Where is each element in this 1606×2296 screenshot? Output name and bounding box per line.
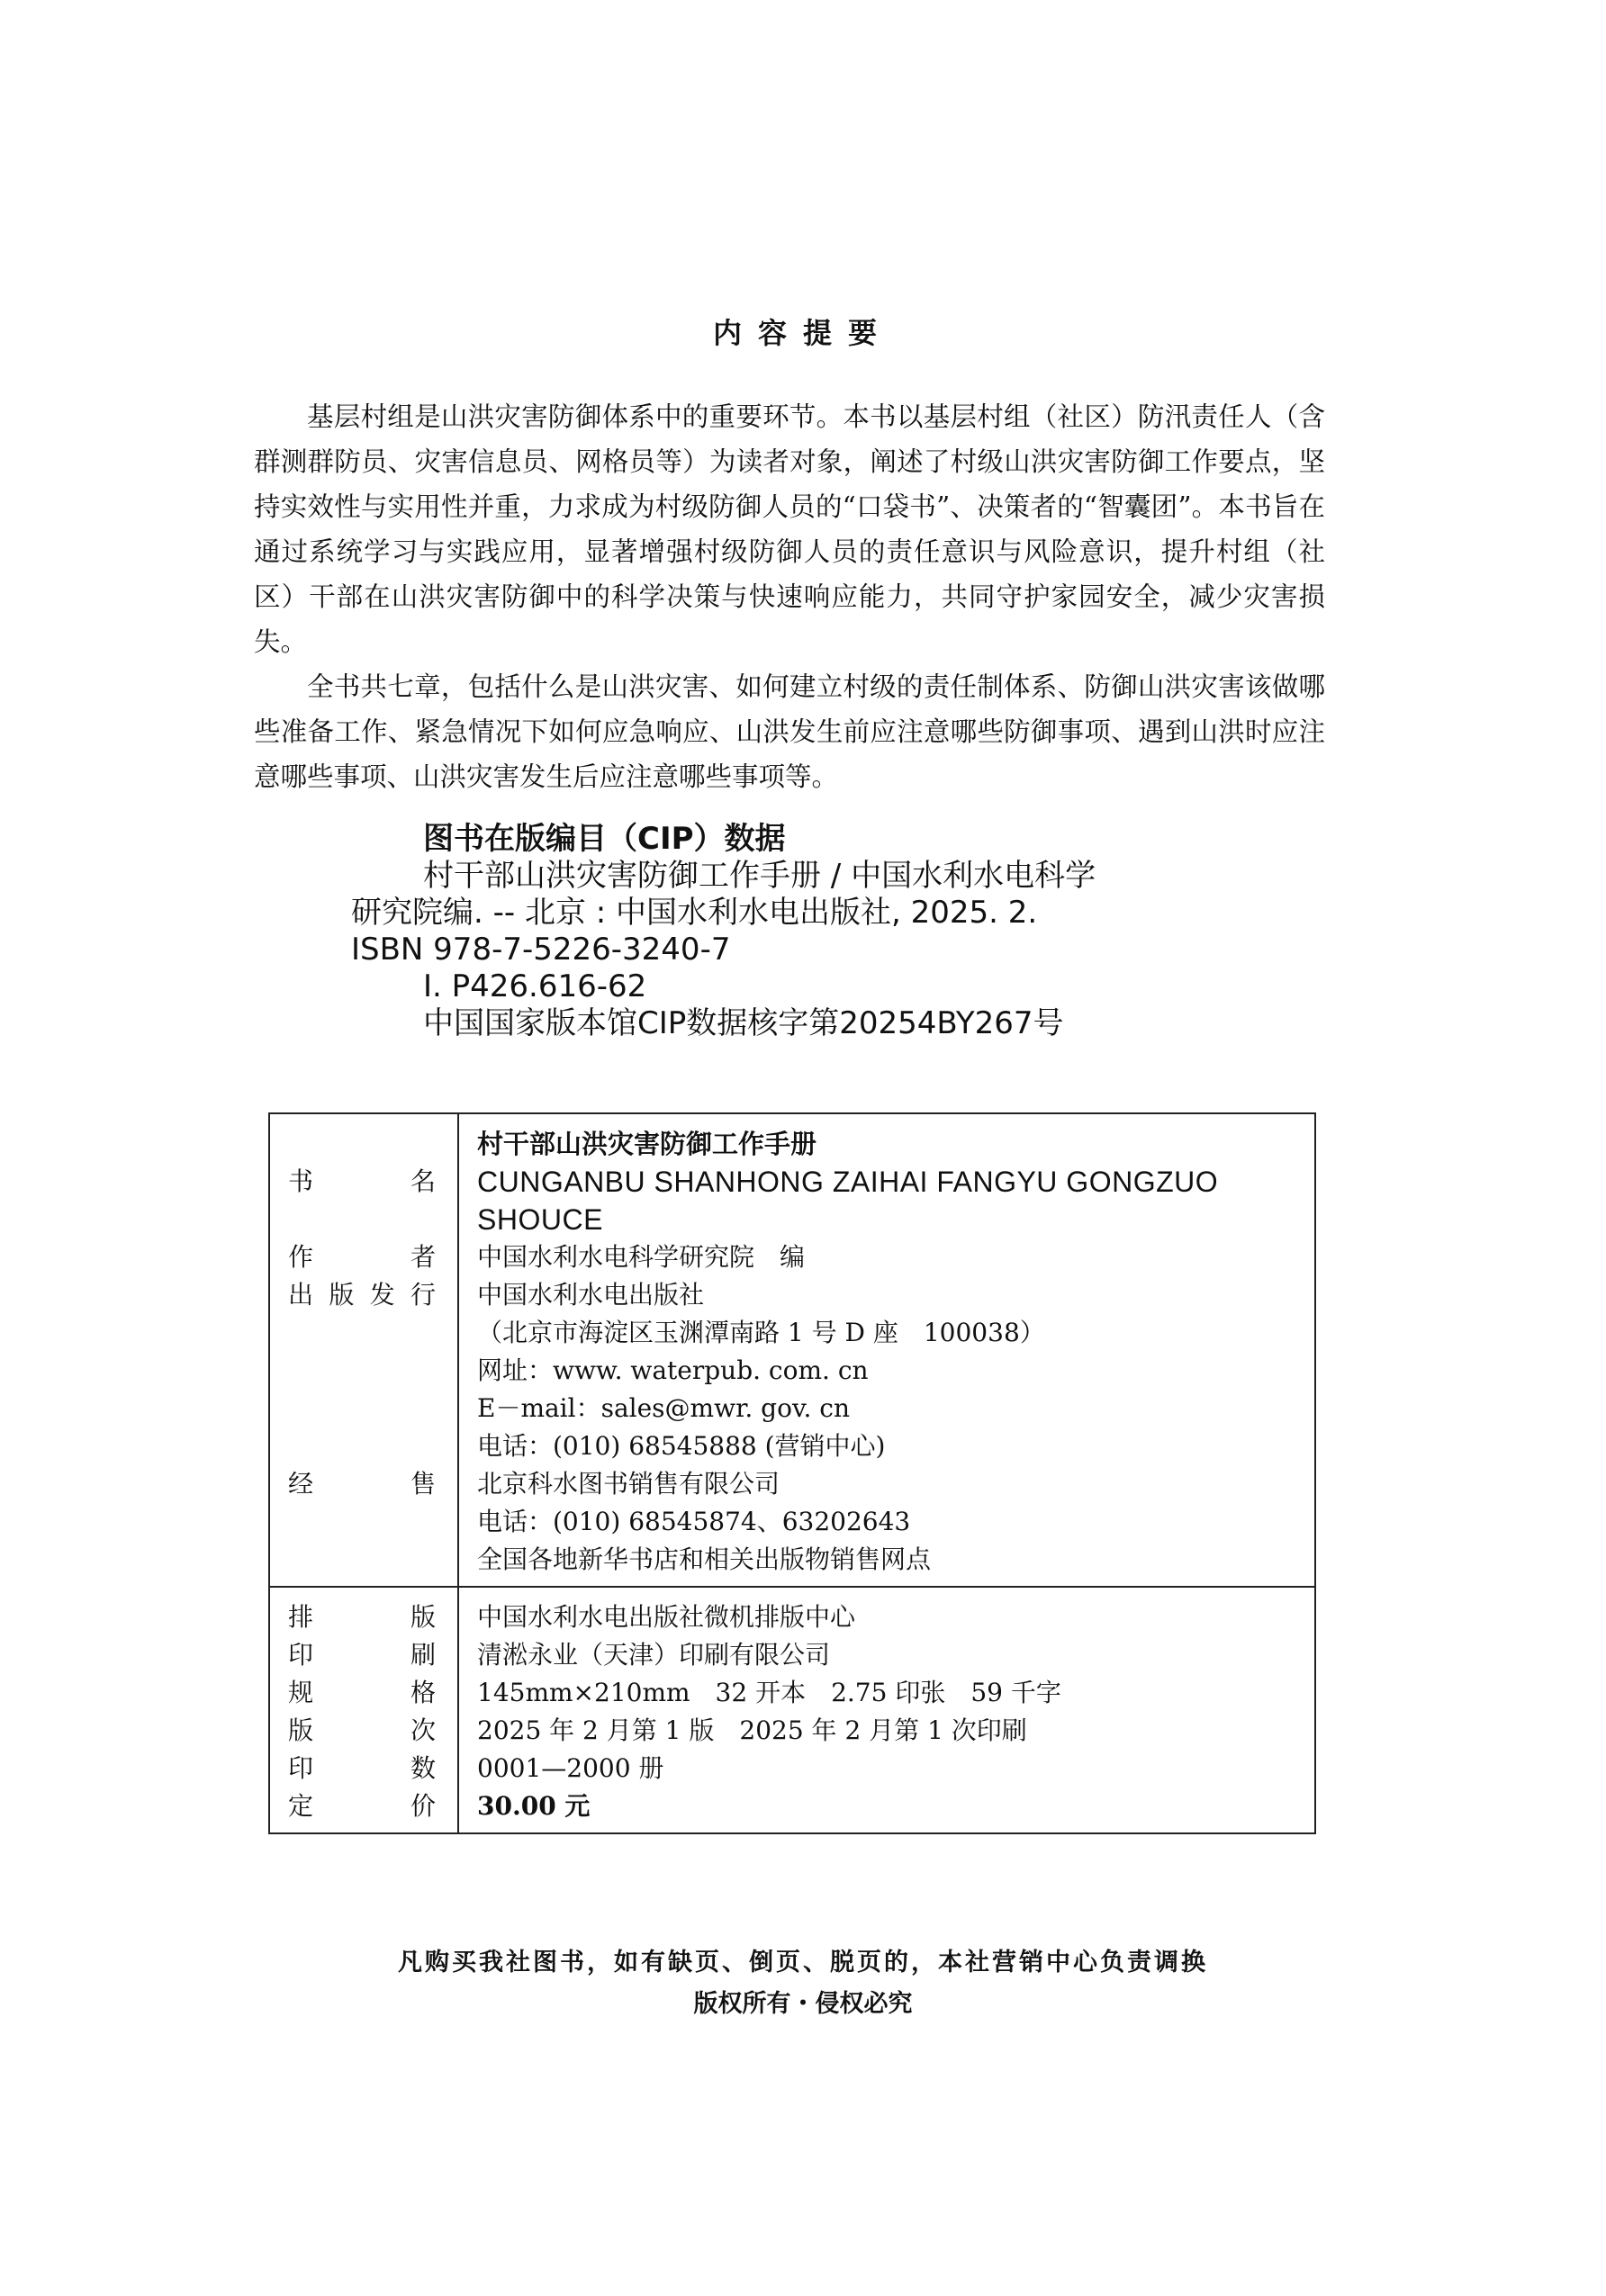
cip-line-2: 研究院编. -- 北京 : 中国水利水电出版社, 2025. 2. [351, 895, 1038, 931]
edition-value: 2025 年 2 月第 1 版 2025 年 2 月第 1 次印刷 [477, 1715, 1027, 1745]
publisher-address: （北京市海淀区玉渊潭南路 1 号 D 座 100038） [477, 1318, 1045, 1347]
publication-values [459, 1114, 1314, 1586]
label-spacer [270, 1503, 457, 1541]
publication-labels [270, 1114, 459, 1586]
label-spacer [270, 1352, 457, 1390]
publication-section [270, 1114, 1314, 1586]
production-section [270, 1586, 1314, 1832]
publisher-website: 网址：www. waterpub. com. cn [477, 1355, 869, 1385]
replacement-notice: 凡购买我社图书，如有缺页、倒页、脱页的，本社营销中心负责调换 [398, 1949, 1208, 1976]
label-edition: 版 次 [288, 1715, 436, 1745]
publisher-email: E－mail：sales@mwr. gov. cn [477, 1393, 850, 1423]
label-publisher: 出 版 发 行 [288, 1280, 436, 1310]
summary-heading: 内容提要 [712, 316, 893, 350]
production-values [459, 1588, 1314, 1832]
production-labels [270, 1588, 459, 1832]
copyright-notice: 版权所有・侵权必究 [693, 1990, 913, 2018]
spec-value: 145mm×210mm 32 开本 2.75 印张 59 千字 [477, 1678, 1061, 1707]
label-spacer [270, 1427, 457, 1465]
label-spacer [270, 1125, 457, 1163]
cip-classification: Ⅰ. P426.616-62 [423, 968, 647, 1004]
typesetting-value: 中国水利水电出版社微机排版中心 [477, 1602, 856, 1632]
label-spacer [270, 1201, 457, 1238]
label-book-title: 书 名 [288, 1166, 436, 1196]
publication-info-table [268, 1112, 1316, 1834]
seller-outlets: 全国各地新华书店和相关出版物销售网点 [477, 1544, 932, 1574]
cip-title: 图书在版编目（CIP）数据 [423, 821, 786, 857]
seller-phone: 电话：(010) 68545874、63202643 [477, 1507, 911, 1536]
book-title-pinyin-1: CUNGANBU SHANHONG ZAIHAI FANGYU GONGZUO [477, 1166, 1219, 1198]
summary-paragraph-1: 基层村组是山洪灾害防御体系中的重要环节。本书以基层村组（社区）防汛责任人（含群测群防员、灾害信息员、网格员等）为读者对象，阐述了村级山洪灾害防御工作要点，坚持实效性与实用性并重，力求成为村级防御人员的“口袋书”、决策者的“智囊团”。本书旨在通过系统学习与实践应用，显著增强村级防御人员的责任意识与风险意识，提升村组（社区）干部在山洪灾害防御中的科学决策与快速响应能力，共同守护家园安全，减少灾害损失。 [254, 401, 1325, 657]
cip-record-number: 中国国家版本馆CIP数据核字第20254BY267号 [423, 1005, 1064, 1041]
book-title: 村干部山洪灾害防御工作手册 [477, 1129, 817, 1159]
label-spacer [270, 1314, 457, 1352]
publisher-phone: 电话：(010) 68545888 (营销中心) [477, 1431, 886, 1461]
book-title-pinyin-2: SHOUCE [477, 1203, 603, 1236]
summary-text [254, 394, 1325, 799]
label-seller: 经 售 [288, 1469, 436, 1499]
seller-value: 北京科水图书销售有限公司 [477, 1469, 780, 1499]
price-value: 30.00 元 [477, 1791, 591, 1821]
label-printing: 印 刷 [288, 1640, 436, 1670]
print-run-value: 0001—2000 册 [477, 1753, 664, 1783]
footer [0, 1942, 1606, 2025]
label-author: 作 者 [288, 1242, 436, 1272]
summary-paragraph-2: 全书共七章，包括什么是山洪灾害、如何建立村级的责任制体系、防御山洪灾害该做哪些准备工作、紧急情况下如何应急响应、山洪发生前应注意哪些防御事项、遇到山洪时应注意哪些事项、山洪灾害发生后应注意哪些事项等。 [254, 671, 1325, 792]
label-spacer [270, 1390, 457, 1427]
label-price: 定 价 [288, 1791, 436, 1821]
printing-value: 清淞永业（天津）印刷有限公司 [477, 1640, 831, 1670]
label-spec: 规 格 [288, 1678, 436, 1707]
cip-line-1: 村干部山洪灾害防御工作手册 / 中国水利水电科学 [423, 858, 1096, 894]
publisher-value: 中国水利水电出版社 [477, 1280, 705, 1310]
label-print-run: 印 数 [288, 1753, 436, 1783]
cip-data-block [351, 821, 1341, 1042]
label-spacer [270, 1541, 457, 1579]
cip-isbn: ISBN 978-7-5226-3240-7 [351, 932, 731, 968]
label-typesetting: 排 版 [288, 1602, 436, 1632]
author-value: 中国水利水电科学研究院 编 [477, 1242, 806, 1272]
